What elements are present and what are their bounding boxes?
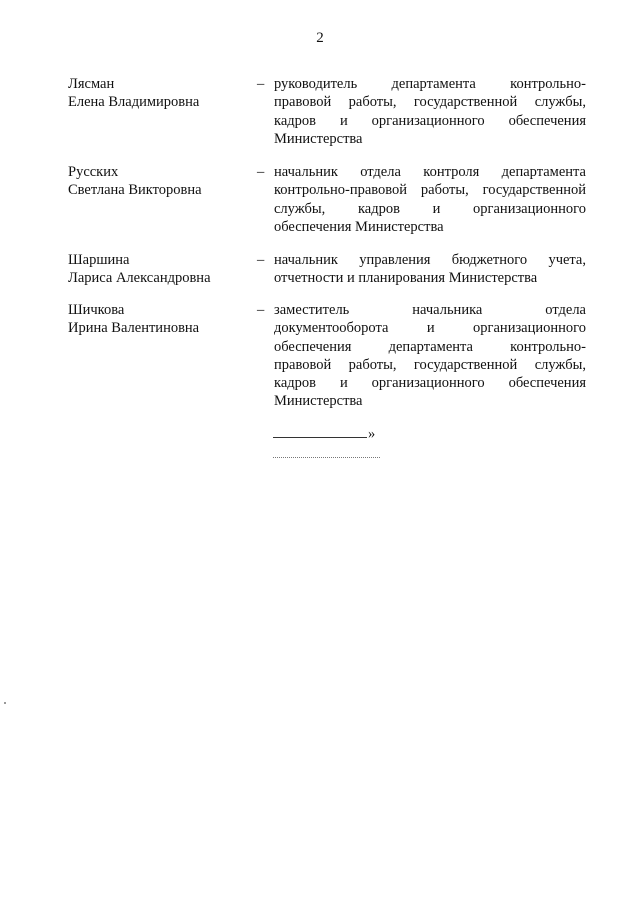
role-line: контрольно-правовой работы, государственной bbox=[274, 182, 586, 199]
role-line: службы, кадров и организационного bbox=[274, 200, 586, 217]
closing-quote: » bbox=[368, 426, 376, 442]
dotted-rule bbox=[273, 457, 380, 458]
role-line: обеспечения Министерства bbox=[274, 218, 444, 235]
closing-underline bbox=[273, 425, 367, 438]
role-line: кадров и организационного обеспечения bbox=[274, 112, 586, 129]
person-name bbox=[68, 251, 253, 288]
role-line: документооборота и организационного bbox=[274, 320, 586, 337]
person-surname: Шичкова bbox=[68, 302, 125, 318]
role-line: Министерства bbox=[274, 393, 363, 410]
person-surname: Русских bbox=[68, 164, 119, 180]
person-given-names: Лариса Александровна bbox=[68, 270, 211, 287]
closing-mark-line bbox=[273, 425, 375, 443]
person-given-names: Светлана Викторовна bbox=[68, 182, 202, 199]
role-line: правовой работы, государственной службы, bbox=[274, 356, 586, 373]
person-name bbox=[68, 75, 253, 112]
person-role bbox=[274, 251, 586, 288]
person-role bbox=[274, 301, 586, 411]
person-name bbox=[68, 163, 253, 200]
role-line: правовой работы, государственной службы, bbox=[274, 94, 586, 111]
role-line: руководитель департамента контрольно- bbox=[274, 76, 586, 92]
margin-mark bbox=[4, 702, 6, 704]
role-line: отчетности и планирования Министерства bbox=[274, 270, 538, 287]
person-name bbox=[68, 301, 253, 338]
role-line: обеспечения департамента контрольно- bbox=[274, 338, 586, 355]
role-line: начальник отдела контроля департамента bbox=[274, 164, 586, 180]
person-given-names: Елена Владимировна bbox=[68, 94, 200, 111]
role-line: начальник управления бюджетного учета, bbox=[274, 252, 586, 268]
role-line: кадров и организационного обеспечения bbox=[274, 375, 586, 392]
entry-dash: – bbox=[257, 252, 265, 268]
entry-dash: – bbox=[257, 76, 265, 92]
person-given-names: Ирина Валентиновна bbox=[68, 320, 200, 337]
role-line: Министерства bbox=[274, 130, 363, 147]
person-role bbox=[274, 75, 586, 148]
entry-dash: – bbox=[257, 164, 265, 180]
person-surname: Лясман bbox=[68, 76, 115, 92]
page-number: 2 bbox=[316, 30, 324, 46]
role-line: заместитель начальника отдела bbox=[274, 302, 586, 318]
person-role bbox=[274, 163, 586, 236]
person-surname: Шаршина bbox=[68, 252, 130, 268]
entry-dash: – bbox=[257, 302, 265, 318]
